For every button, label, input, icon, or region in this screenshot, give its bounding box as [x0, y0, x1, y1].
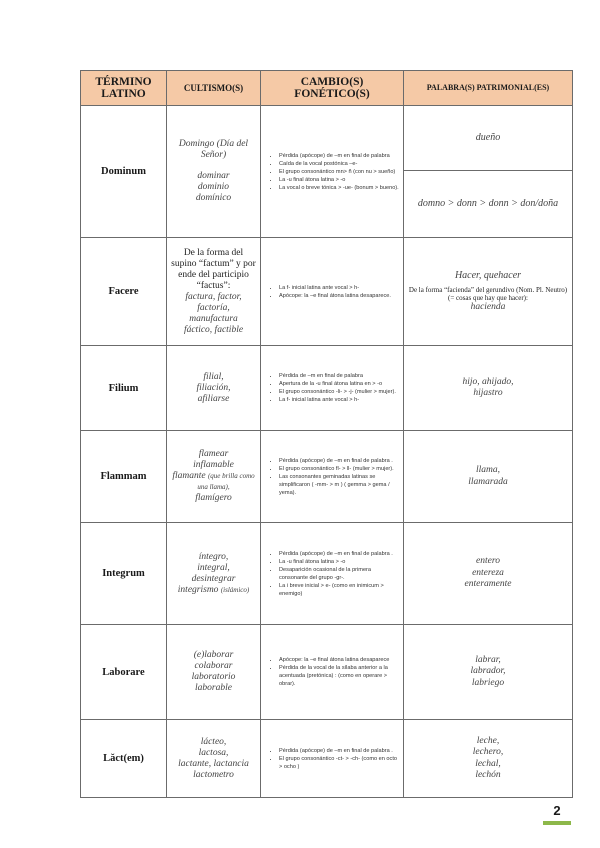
cambio-item: • Desaparición ocasional de la primera consonante del grupo -gr-.: [279, 566, 399, 582]
cambios-cell: [261, 523, 404, 625]
cultismo: inflamable: [193, 460, 234, 470]
cultismo: flamígero: [195, 493, 232, 503]
header-row: [81, 71, 573, 106]
cambios-cell: [261, 106, 404, 238]
patrimonial: entero: [476, 556, 500, 567]
table-row: [81, 431, 573, 523]
cultismo: afiliarse: [197, 393, 230, 404]
cultismo: íntegro,: [198, 551, 229, 562]
etymology-table: [80, 70, 573, 798]
cambio-item: • La vocal o breve tónica > -ue- (bonum > bueno).: [279, 184, 399, 192]
cambio-item: • Apócope: la –e final átona latina desaparece: [279, 656, 399, 664]
cultismo: (e)laborar: [193, 650, 234, 660]
cultismo: domínico: [195, 193, 232, 203]
patrimonial-cell: [404, 238, 573, 346]
cultismo: Domingo (Día del Señor): [178, 139, 249, 160]
patrimonial-cell: [404, 431, 573, 523]
patrimonial: lechón: [475, 770, 501, 780]
cambio-item: • La -u final átona latina > -o: [279, 558, 399, 566]
page-number-underline: [543, 821, 571, 825]
header-palabra: PALABRA(S) PATRIMONIAL(ES): [404, 71, 573, 106]
patrimonial: Hacer, quehacer: [454, 270, 522, 281]
cultismo: laboratorio: [191, 672, 236, 682]
cambio-item: • El grupo consonántico -li- > -j- (mulier > mujer).: [279, 388, 399, 396]
cultismos-cell: [167, 238, 261, 346]
cultismo: lactante, lactancia: [178, 758, 249, 769]
cambio-item: • Pérdida (apócope) de –m en final de palabra .: [279, 457, 399, 465]
latin-term: Facere: [81, 238, 167, 346]
cambio-item: • El grupo consonántico mn> ñ (con nu > sueño): [279, 168, 399, 176]
table-row: [81, 238, 573, 346]
patrimonial: hacienda: [470, 301, 506, 312]
cultismo: integral,: [197, 562, 230, 573]
patrimonial-cell: [404, 106, 573, 171]
table-row: [81, 625, 573, 720]
cambio-item: • Pérdida (apócope) de –m en final de palabra .: [279, 747, 399, 755]
table-row: [81, 720, 573, 798]
cambio-item: • Apertura de la -u final átona latina en > -o: [279, 380, 399, 388]
patrimonial: lechal,: [475, 758, 501, 769]
cultismo: filiación,: [196, 382, 231, 393]
patrimonial-cell: [404, 625, 573, 720]
cultismo-note: (islámico): [220, 585, 250, 594]
table-row: [81, 523, 573, 625]
cambio-item: • Pérdida (apócope) de –m en final de palabra .: [279, 550, 399, 558]
cambio-item: • Pérdida (apócope) de –m en final de palabra: [279, 152, 399, 160]
cambio-item: • El grupo consonántico fl- > ll- (mulier > mujer).: [279, 465, 399, 473]
cultismos-cell: [167, 106, 261, 238]
patrimonial-note: De la forma “facienda” del gerundivo (Nom. Pl. Neutro) (= cosas que hay que hacer):: [408, 285, 568, 302]
cambio-item: • El grupo consonántico -ct- > -ch- (como en octo > ocho ): [279, 755, 399, 771]
cultismos-cell: [167, 720, 261, 798]
patrimonial: hijastro: [473, 388, 503, 398]
cambio-item: • La i breve inicial > e- (como en inimicum > enemigo): [279, 582, 399, 598]
cultismo: dominio: [197, 182, 230, 192]
patrimonial: domno > donn > donn > don/doña: [417, 198, 559, 210]
patrimonial: hijo, ahijado,: [462, 376, 514, 387]
cambios-cell: [261, 346, 404, 431]
latin-term: Laborare: [81, 625, 167, 720]
cultismo: De la forma del supino “factum” y por ende del participio “factus”:: [171, 247, 256, 291]
patrimonial: lechero,: [472, 747, 504, 757]
patrimonial-cell: [404, 171, 573, 238]
table-row: [81, 346, 573, 431]
patrimonial: llama,: [475, 465, 500, 475]
patrimonial: labrar,: [475, 654, 501, 665]
cambio-item: • Pérdida de la vocal de la sílaba anterior a la acentuada (pretónica) : (como en operare > obrar).: [279, 664, 399, 688]
cambio-item: • La f- inicial latina ante vocal > h-: [279, 396, 399, 404]
cultismo: lactosa,: [198, 747, 229, 758]
patrimonial: llamarada: [468, 476, 508, 487]
latin-term: Filium: [81, 346, 167, 431]
cambios-cell: [261, 238, 404, 346]
cultismos-cell: [167, 523, 261, 625]
cultismo: lácteo,: [200, 736, 227, 747]
cultismos-cell: [167, 431, 261, 523]
cambio-item: • Apócope: la –e final átona latina desaparece.: [279, 292, 399, 300]
cultismo: factura, factor, factoría,: [185, 291, 242, 313]
table-row: [81, 106, 573, 171]
header-cambio: CAMBIO(S) FONÉTICO(S): [261, 71, 404, 106]
cultismo: manufactura: [189, 313, 238, 324]
cambios-cell: [261, 625, 404, 720]
cultismo: dominar: [197, 171, 230, 181]
patrimonial: labriego: [471, 677, 505, 688]
cultismo: flamante: [172, 471, 206, 481]
patrimonial: enteramente: [464, 579, 512, 590]
cultismos-cell: [167, 625, 261, 720]
patrimonial: entereza: [472, 567, 504, 578]
latin-term: Dominum: [81, 106, 167, 238]
patrimonial-cell: [404, 720, 573, 798]
patrimonial: leche,: [476, 735, 500, 746]
page-number: 2: [553, 803, 561, 818]
cultismo: fáctico, factible: [183, 324, 244, 335]
header-cultismo: CULTISMO(S): [167, 71, 261, 106]
cambio-item: • La f- inicial latina ante vocal > h-: [279, 284, 399, 292]
cultismo: integrismo: [177, 584, 219, 595]
cambios-cell: [261, 720, 404, 798]
latin-term: Flammam: [81, 431, 167, 523]
patrimonial-cell: [404, 346, 573, 431]
cultismos-cell: [167, 346, 261, 431]
patrimonial: dueño: [475, 132, 501, 144]
cambios-cell: [261, 431, 404, 523]
cultismo-note: (que brilla como una llama),: [197, 472, 255, 491]
latin-term: Integrum: [81, 523, 167, 625]
latin-term: Lăct(em): [81, 720, 167, 798]
cambio-item: • La -u final átona latina > -o: [279, 176, 399, 184]
cultismo: laborable: [195, 683, 232, 693]
cambio-item: • Las consonantes geminadas latinas se simplificaron ( -mm- > m ) ( gemma > gema / yema).: [279, 473, 399, 497]
cultismo: lactometro: [193, 769, 234, 780]
cultismo: flamear: [198, 449, 229, 459]
cultismo: filial,: [203, 371, 224, 382]
patrimonial: labrador,: [470, 666, 506, 677]
cambio-item: • Pérdida de –m en final de palabra: [279, 372, 399, 380]
cambio-item: • Caída de la vocal postónica –e-: [279, 160, 399, 168]
header-termino: TÉRMINO LATINO: [81, 71, 167, 106]
patrimonial-cell: [404, 523, 573, 625]
cultismo: desintegrar: [191, 573, 236, 584]
cultismo: colaborar: [194, 661, 233, 671]
